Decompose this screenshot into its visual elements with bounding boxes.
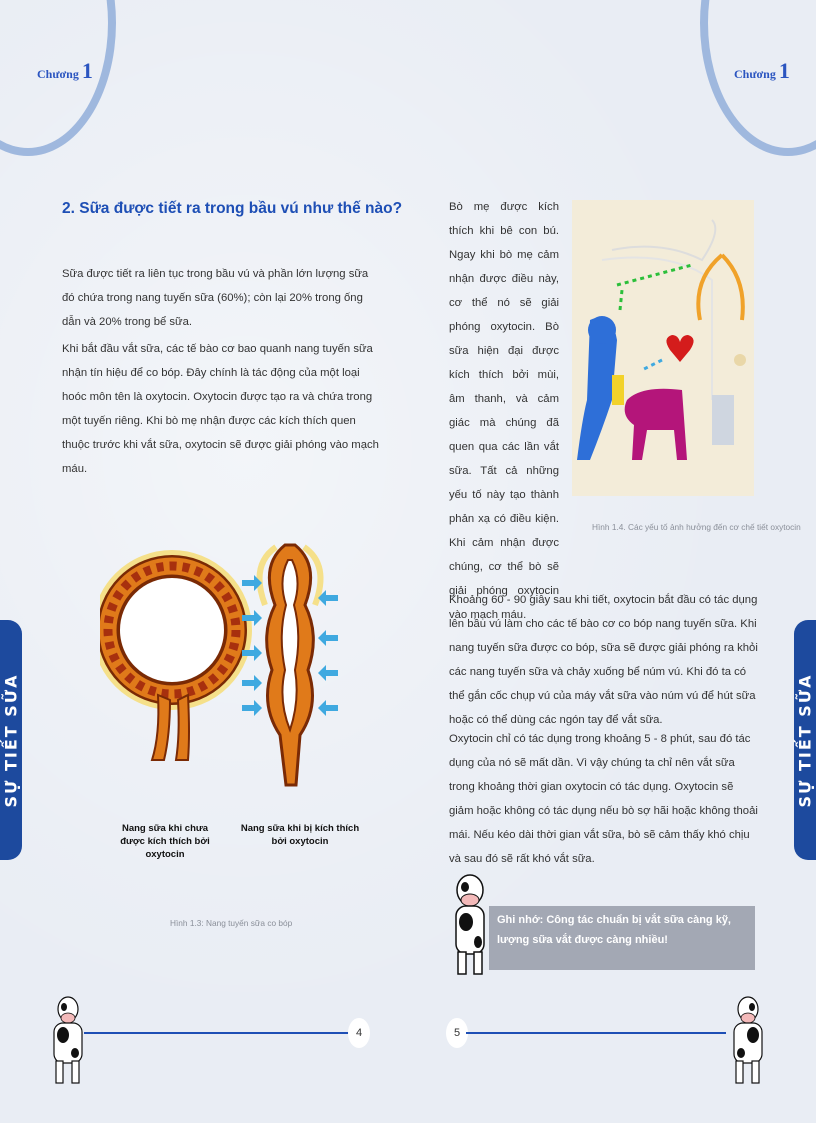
paragraph-oxytocin-effect: Khoảng 60 - 90 giây sau khi tiết, oxytocin bắt đầu có tác dụng lên bầu vú làm cho các tế bào cơ co bóp nang tuyến sữa. Khi nang tuyến sữa được co bóp, sữa sẽ được giải phóng ra khỏi các nang tuyến sữa và chảy xuống bể núm vú. Khi đó ta có thể gắn cốc chụp vú của máy vắt sữa vào núm vú để hút sữa hoặc có thể dùng các ngón tay để vắt sữa.	[449, 594, 758, 726]
paragraph-milk-storage: Sữa được tiết ra liên tục trong bầu vú và phần lớn lượng sữa đó chứa trong nang tuyến sữa (60%); còn lại 20% trong ống dẫn và 20% trong bể sữa.	[62, 268, 369, 328]
figure-oxytocin-factors	[572, 200, 754, 496]
footer-line-left	[84, 1032, 354, 1034]
chapter-label-left: Chương 1	[37, 58, 93, 83]
page-number-left: 4	[348, 1018, 370, 1048]
paragraph-stimulation: Bò mẹ được kích thích khi bê con bú. Ngay khi bò mẹ cảm nhận được điều này, cơ thể nó sẽ giải phóng oxytocin. Bò sữa hiện đại được kích thích bởi mùi, âm thanh, và cảm giác mà chúng đã quen qua các lần vắt sữa. Tất cả những yếu tố này tạo thành phản xạ có điều kiện. Khi cảm nhận được chúng, cơ thể bò sẽ giải phóng oxytocin vào mạch máu.	[449, 201, 559, 621]
label-stimulated: Nang sữa khi bị kích thích bởi oxytocin	[240, 823, 360, 847]
paragraph-oxytocin-intro: Khi bắt đầu vắt sữa, các tế bào cơ bao quanh nang tuyến sữa nhận tín hiệu để co bóp. Đây chính là tác động của một loại hoóc môn tên là oxytocin. Oxytocin được tạo ra và chứa trong một tuyến riêng. Khi bò mẹ nhận được các kích thích quen thuộc trước khi vắt sữa, oxytocin sẽ được giải phóng vào mạch máu.	[62, 343, 379, 475]
alveolus-stimulated	[260, 545, 321, 785]
side-tab-left: SỰ TIẾT SỮA	[0, 620, 22, 860]
footer-line-right	[466, 1032, 726, 1034]
figure-caption-1-4: Hình 1.4. Các yếu tố ảnh hưởng đến cơ chế tiết oxytocin	[592, 522, 801, 532]
alveolus-unstimulated	[102, 560, 242, 760]
cow-mascot-icon	[448, 870, 492, 980]
chapter-label-right: Chương 1	[734, 58, 790, 83]
remember-note: Ghi nhớ: Công tác chuẩn bị vắt sữa càng kỹ, lượng sữa vắt được càng nhiều!	[489, 906, 755, 970]
figure-caption-1-3: Hình 1.3: Nang tuyến sữa co bóp	[170, 918, 293, 928]
oxytocin-factors-illustration	[572, 200, 754, 496]
side-tab-right: SỰ TIẾT SỮA	[794, 620, 816, 860]
page-number-right: 5	[446, 1018, 468, 1048]
section-heading: 2. Sữa được tiết ra trong bầu vú như thế nào?	[62, 200, 403, 217]
label-unstimulated: Nang sữa khi chưa được kích thích bởi oxytocin	[120, 823, 210, 860]
cow-footer-right-icon	[728, 995, 768, 1090]
paragraph-oxytocin-duration: Oxytocin chỉ có tác dụng trong khoảng 5 - 8 phút, sau đó tác dụng của nó sẽ mất dần. Vì vậy chúng ta chỉ nên vắt sữa trong khoảng thời gian oxytocin có tác dụng. Oxytocin sẽ giảm hoặc không có tác dụng nếu bò sợ hãi hoặc không thoải mái. Nếu kéo dài thời gian vắt sữa, bò sẽ cảm thấy khó chịu và sau đó sẽ rất khó vắt sữa.	[449, 733, 758, 865]
alveolus-illustration	[100, 505, 360, 815]
cow-footer-left-icon	[48, 995, 88, 1090]
